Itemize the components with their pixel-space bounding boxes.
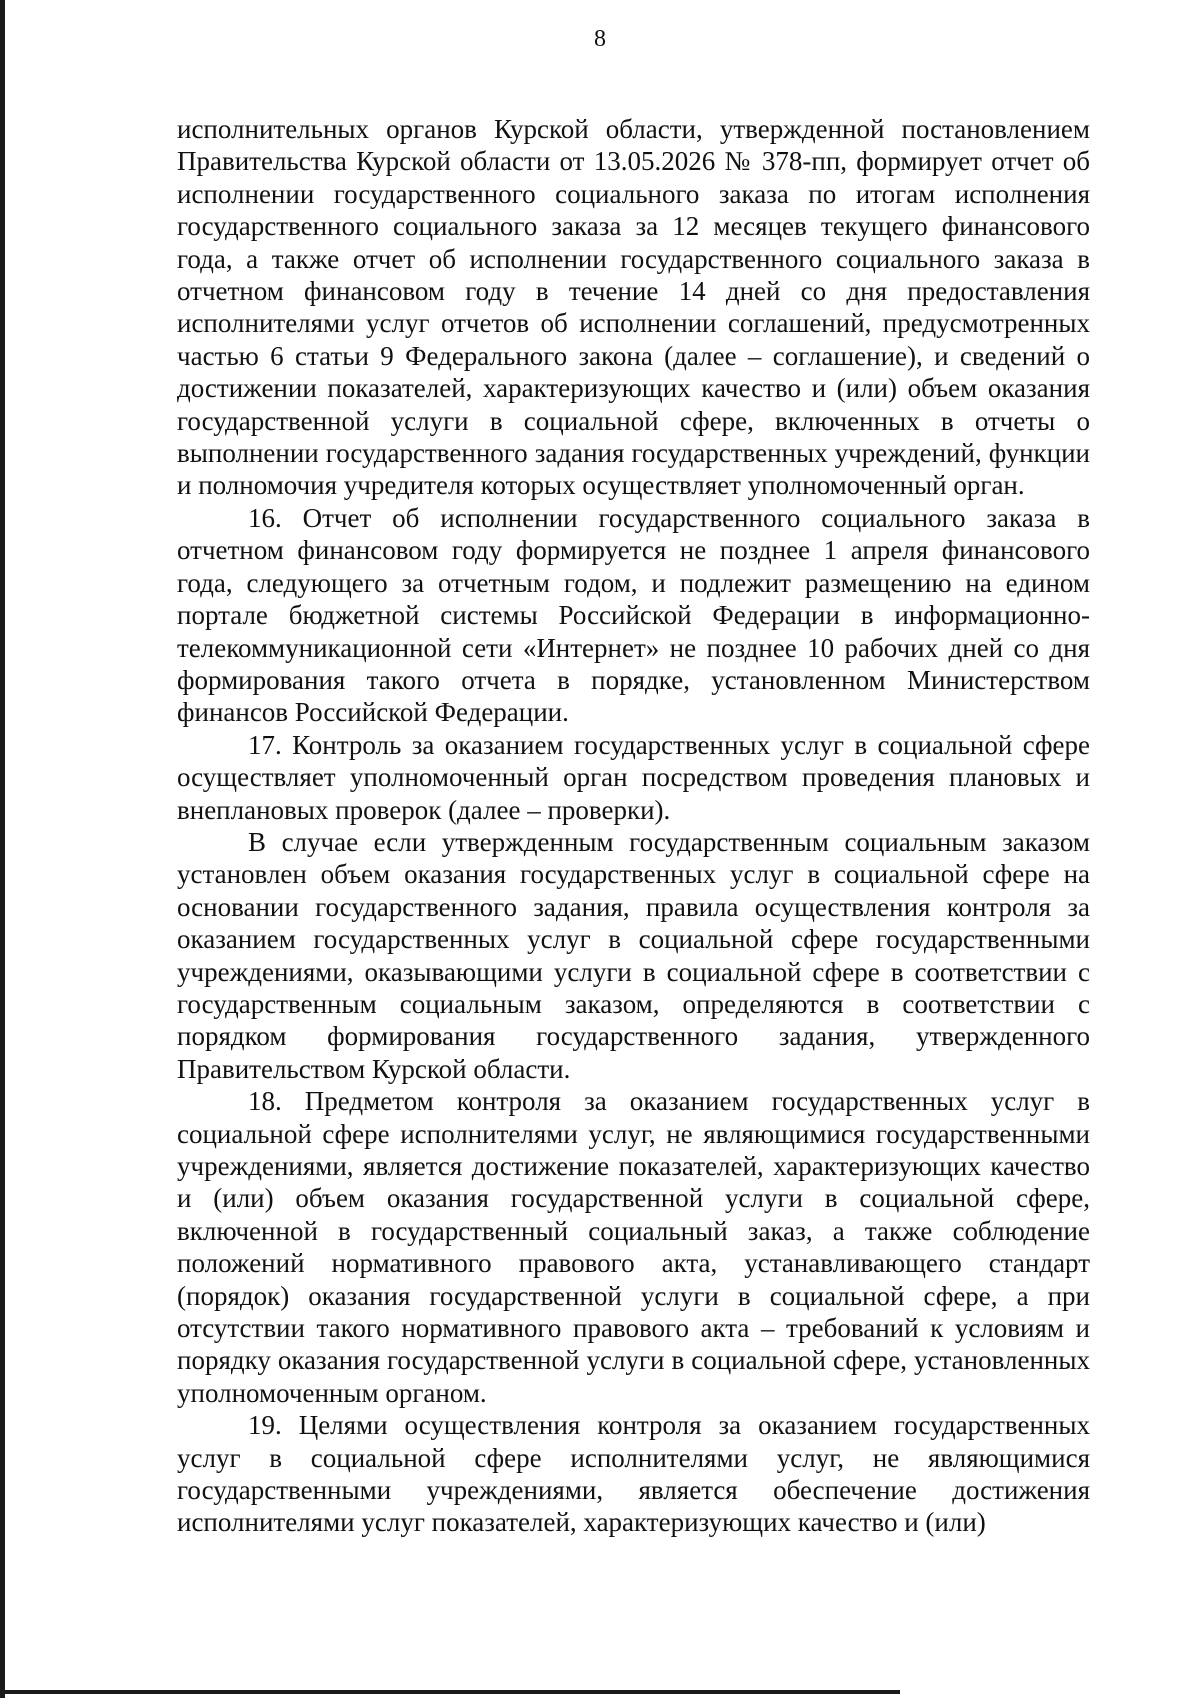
paragraph-item-17: 17. Контроль за оказанием государственных услуг в социальной сфере осуществляет уполномоченный орган посредством проведения плановых и внеплановых проверок (далее – проверки). — [177, 729, 1090, 825]
document-body — [177, 113, 1090, 1539]
paragraph-item-18: 18. Предметом контроля за оказанием государственных услуг в социальной сфере исполнителями услуг, не являющимися государственными учреждениями, является достижение показателей, характеризующих качество и (или) объем оказания государственной услуги в социальной сфере, включенной в государственный социальный заказ, а также соблюдение положений нормативного правового акта, устанавливающего стандарт (порядок) оказания государственной услуги в социальной сфере, а при отсутствии такого нормативного правового акта – требований к условиям и порядку оказания государственной услуги в социальной сфере, установленных уполномоченным органом. — [177, 1086, 1090, 1408]
scan-edge-bottom — [0, 1690, 900, 1694]
paragraph-continuation: исполнительных органов Курской области, утвержденной постановлением Правительства Курской области от 13.05.2026 № 378-пп, формирует отчет об исполнении государственного социального заказа по итогам исполнения государственного социального заказа за 12 месяцев текущего финансового года, а также отчет об исполнении государственного социального заказа в отчетном финансовом году в течение 14 дней со дня предоставления исполнителями услуг отчетов об исполнении соглашений, предусмотренных частью 6 статьи 9 Федерального закона (далее – соглашение), и сведений о достижении показателей, характеризующих качество и (или) объем оказания государственной услуги в социальной сфере, включенных в отчеты о выполнении государственного задания государственных учреждений, функции и полномочия учредителя которых осуществляет уполномоченный орган. — [177, 114, 1090, 501]
paragraph-item-16: 16. Отчет об исполнении государственного социального заказа в отчетном финансовом году формируется не позднее 1 апреля финансового года, следующего за отчетным годом, и подлежит размещению на едином портале бюджетной системы Российской Федерации в информационно-телекоммуникационной сети «Интернет» не позднее 10 рабочих дней со дня формирования такого отчета в порядке, установленном Министерством финансов Российской Федерации. — [177, 502, 1090, 728]
paragraph-item-17-continuation: В случае если утвержденным государственным социальным заказом установлен объем оказания государственных услуг в социальной сфере на основании государственного задания, правила осуществления контроля за оказанием государственных услуг в социальной сфере государственными учреждениями, оказывающими услуги в социальной сфере в соответствии с государственным социальным заказом, определяются в соответствии с порядком формирования государственного задания, утвержденного Правительством Курской области. — [177, 826, 1090, 1084]
paragraph-item-19: 19. Целями осуществления контроля за оказанием государственных услуг в социальной сфере исполнителями услуг, не являющимися государственными учреждениями, является обеспечение достижения исполнителями услуг показателей, характеризующих качество и (или) — [177, 1410, 1090, 1538]
scan-edge-left — [0, 0, 5, 1698]
page-number: 8 — [594, 26, 606, 52]
